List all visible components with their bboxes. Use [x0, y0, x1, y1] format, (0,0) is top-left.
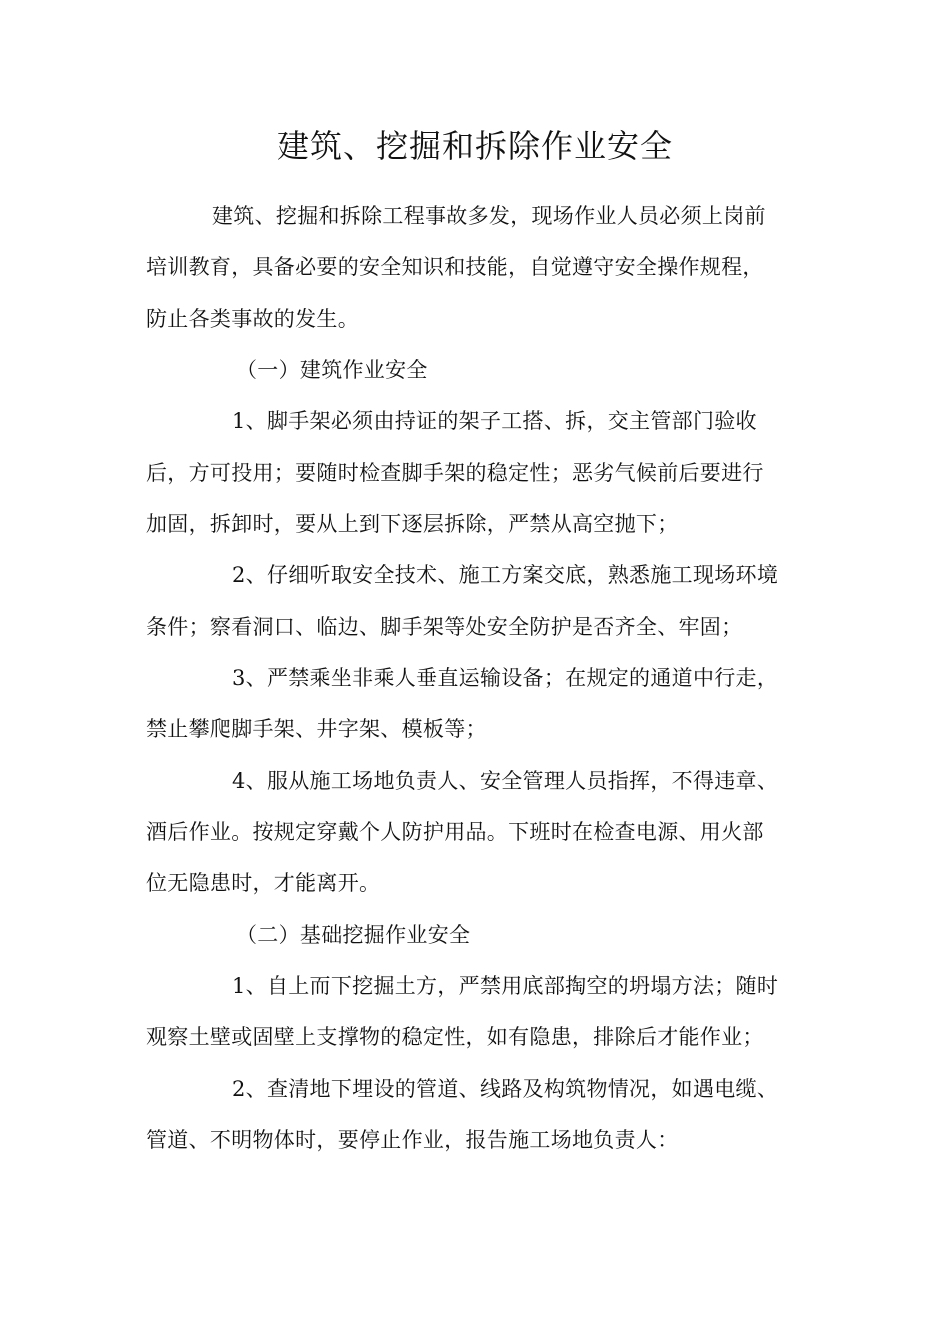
section-1-item-4-line-2: 酒后作业。按规定穿戴个人防护用品。下班时在检查电源、用火部 — [146, 820, 764, 844]
section-2-item-2-line-1: 2、查清地下埋设的管道、线路及构筑物情况，如遇电缆、 — [232, 1077, 779, 1101]
section-1-item-1-line-2: 后，方可投用；要随时检查脚手架的稳定性；恶劣气候前后要进行 — [146, 461, 764, 485]
section-1-item-1-line-3: 加固，拆卸时，要从上到下逐层拆除，严禁从高空抛下； — [146, 512, 679, 536]
intro-line-3: 防止各类事故的发生。 — [146, 307, 359, 331]
section-2-item-2-line-2: 管道、不明物体时，要停止作业，报告施工场地负责人： — [146, 1128, 679, 1152]
section-1-item-3-line-1: 3、严禁乘坐非乘人垂直运输设备；在规定的通道中行走， — [232, 666, 779, 690]
document-title: 建筑、挖掘和拆除作业安全 — [276, 127, 673, 165]
section-2-heading: （二）基础挖掘作业安全 — [236, 923, 471, 947]
section-1-item-3-line-2: 禁止攀爬脚手架、井字架、模板等； — [146, 717, 487, 741]
section-1-heading: （一）建筑作业安全 — [236, 358, 428, 382]
intro-line-2: 培训教育，具备必要的安全知识和技能，自觉遵守安全操作规程， — [146, 255, 764, 279]
section-1-item-4-line-3: 位无隐患时，才能离开。 — [146, 871, 381, 895]
section-1-item-2-line-1: 2、仔细听取安全技术、施工方案交底，熟悉施工现场环境 — [232, 563, 779, 587]
section-2-item-1-line-2: 观察土壁或固壁上支撑物的稳定性，如有隐患，排除后才能作业； — [146, 1025, 764, 1049]
section-1-item-4-line-1: 4、服从施工场地负责人、安全管理人员指挥，不得违章、 — [232, 769, 779, 793]
section-1-item-1-line-1: 1、脚手架必须由持证的架子工搭、拆，交主管部门验收 — [232, 409, 757, 433]
section-2-item-1-line-1: 1、自上而下挖掘土方，严禁用底部掏空的坍塌方法；随时 — [232, 974, 779, 998]
section-1-item-2-line-2: 条件；察看洞口、临边、脚手架等处安全防护是否齐全、牢固； — [146, 615, 743, 639]
intro-line-1: 建筑、挖掘和拆除工程事故多发，现场作业人员必须上岗前 — [212, 204, 766, 228]
